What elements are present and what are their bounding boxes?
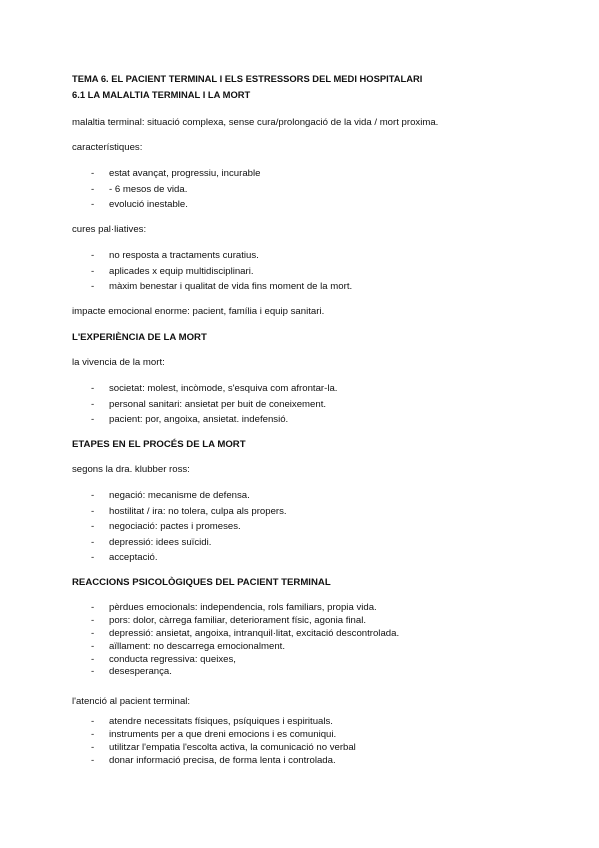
dash-bullet: -	[91, 398, 95, 410]
list-item	[91, 729, 356, 742]
list-item	[91, 248, 352, 264]
list-item-text: no resposta a tractaments curatius.	[109, 250, 259, 261]
list-item-text: hostilitat / ira: no tolera, culpa als propers.	[109, 505, 287, 517]
dash-bullet: -	[91, 552, 95, 564]
dash-bullet: -	[91, 754, 95, 766]
dash-bullet: -	[91, 741, 95, 753]
caracteristiques-list	[91, 166, 260, 213]
dash-bullet: -	[91, 183, 95, 195]
list-item	[91, 381, 337, 397]
list-item	[91, 666, 399, 679]
list-item	[91, 628, 399, 641]
list-item	[91, 654, 399, 667]
dash-bullet: -	[91, 653, 95, 665]
list-item	[91, 519, 287, 535]
etapes-label: segons la dra. klubber ross:	[72, 464, 190, 475]
list-item	[91, 641, 399, 654]
etapes-heading: ETAPES EN EL PROCÉS DE LA MORT	[72, 439, 246, 450]
list-item-text: aplicades x equip multidisciplinari.	[109, 265, 254, 277]
impacte-text: impacte emocional enorme: pacient, família i equip sanitari.	[72, 306, 325, 317]
dash-bullet: -	[91, 640, 95, 652]
list-item-text: estat avançat, progressiu, incurable	[109, 168, 261, 179]
list-item-text: depressió: idees suïcidi.	[109, 536, 212, 548]
dash-bullet: -	[91, 536, 95, 548]
atencio-list	[91, 716, 356, 768]
dash-bullet: -	[91, 521, 95, 533]
dash-bullet: -	[91, 602, 95, 613]
reaccions-list	[91, 602, 399, 679]
list-item	[91, 755, 356, 768]
dash-bullet: -	[91, 614, 95, 626]
list-item-text: depressió: ansietat, angoixa, intranquil·litat, excitació descontrolada.	[109, 627, 400, 639]
reaccions-heading: REACCIONS PSICOLÒGIQUES DEL PACIENT TERMINAL	[72, 577, 331, 588]
experiencia-list	[91, 381, 337, 428]
list-item	[91, 716, 356, 729]
definition-text: malaltia terminal: situació complexa, sense cura/prolongació de la vida / mort proxima.	[72, 117, 439, 128]
list-item-text: utilitzar l'empatia l'escolta activa, la comunicació no verbal	[109, 741, 356, 753]
list-item	[91, 182, 260, 198]
dash-bullet: -	[91, 505, 95, 517]
dash-bullet: -	[91, 627, 95, 639]
dash-bullet: -	[91, 728, 95, 740]
cures-label: cures pal·liatives:	[72, 224, 147, 235]
dash-bullet: -	[91, 250, 95, 261]
list-item-text: pèrdues emocionals: independencia, rols familiars, propia vida.	[109, 602, 377, 613]
list-item-text: donar informació precisa, de forma lenta i controlada.	[109, 754, 336, 766]
list-item	[91, 504, 287, 520]
list-item-text: societat: molest, incòmode, s'esquiva com afrontar-la.	[109, 383, 338, 394]
list-item	[91, 197, 260, 213]
list-item-text: atendre necessitats físiques, psíquiques i espirituals.	[109, 716, 333, 727]
dash-bullet: -	[91, 490, 95, 501]
caracteristiques-label: característiques:	[72, 142, 143, 153]
dash-bullet: -	[91, 168, 95, 179]
cures-list	[91, 248, 352, 295]
experiencia-heading: L'EXPERIÈNCIA DE LA MORT	[72, 332, 207, 343]
dash-bullet: -	[91, 265, 95, 277]
list-item-text: negociació: pactes i promeses.	[109, 521, 241, 533]
list-item	[91, 397, 337, 413]
list-item-text: pors: dolor, càrrega familiar, deteriorament físic, agonia final.	[109, 614, 367, 626]
list-item	[91, 742, 356, 755]
dash-bullet: -	[91, 199, 95, 211]
dash-bullet: -	[91, 716, 95, 727]
list-item-text: - 6 mesos de vida.	[109, 183, 188, 195]
etapes-list	[91, 488, 287, 566]
atencio-label: l'atenció al pacient terminal:	[72, 696, 191, 707]
list-item	[91, 412, 337, 428]
list-item	[91, 615, 399, 628]
list-item	[91, 602, 399, 615]
list-item	[91, 488, 287, 504]
dash-bullet: -	[91, 666, 95, 678]
list-item	[91, 166, 260, 182]
list-item-text: pacient: por, angoixa, ansietat. indefensió.	[109, 414, 289, 426]
list-item-text: màxim benestar i qualitat de vida fins moment de la mort.	[109, 281, 353, 293]
list-item-text: aïllament: no descarrega emocionalment.	[109, 640, 285, 652]
section-title: 6.1 LA MALALTIA TERMINAL I LA MORT	[72, 89, 251, 100]
dash-bullet: -	[91, 414, 95, 426]
list-item-text: desesperança.	[109, 666, 172, 678]
list-item	[91, 279, 352, 295]
list-item-text: personal sanitari: ansietat per buit de coneixement.	[109, 398, 327, 410]
list-item-text: acceptació.	[109, 552, 158, 564]
list-item-text: evolució inestable.	[109, 199, 188, 211]
experiencia-label: la vivencia de la mort:	[72, 357, 165, 368]
doc-title: TEMA 6. EL PACIENT TERMINAL I ELS ESTRESSORS DEL MEDI HOSPITALARI	[72, 73, 423, 84]
list-item	[91, 264, 352, 280]
list-item	[91, 550, 287, 566]
list-item-text: conducta regressiva: queixes,	[109, 653, 236, 665]
list-item	[91, 535, 287, 551]
dash-bullet: -	[91, 383, 95, 394]
list-item-text: instruments per a que dreni emocions i es comuniqui.	[109, 728, 337, 740]
list-item-text: negació: mecanisme de defensa.	[109, 490, 250, 501]
dash-bullet: -	[91, 281, 95, 293]
